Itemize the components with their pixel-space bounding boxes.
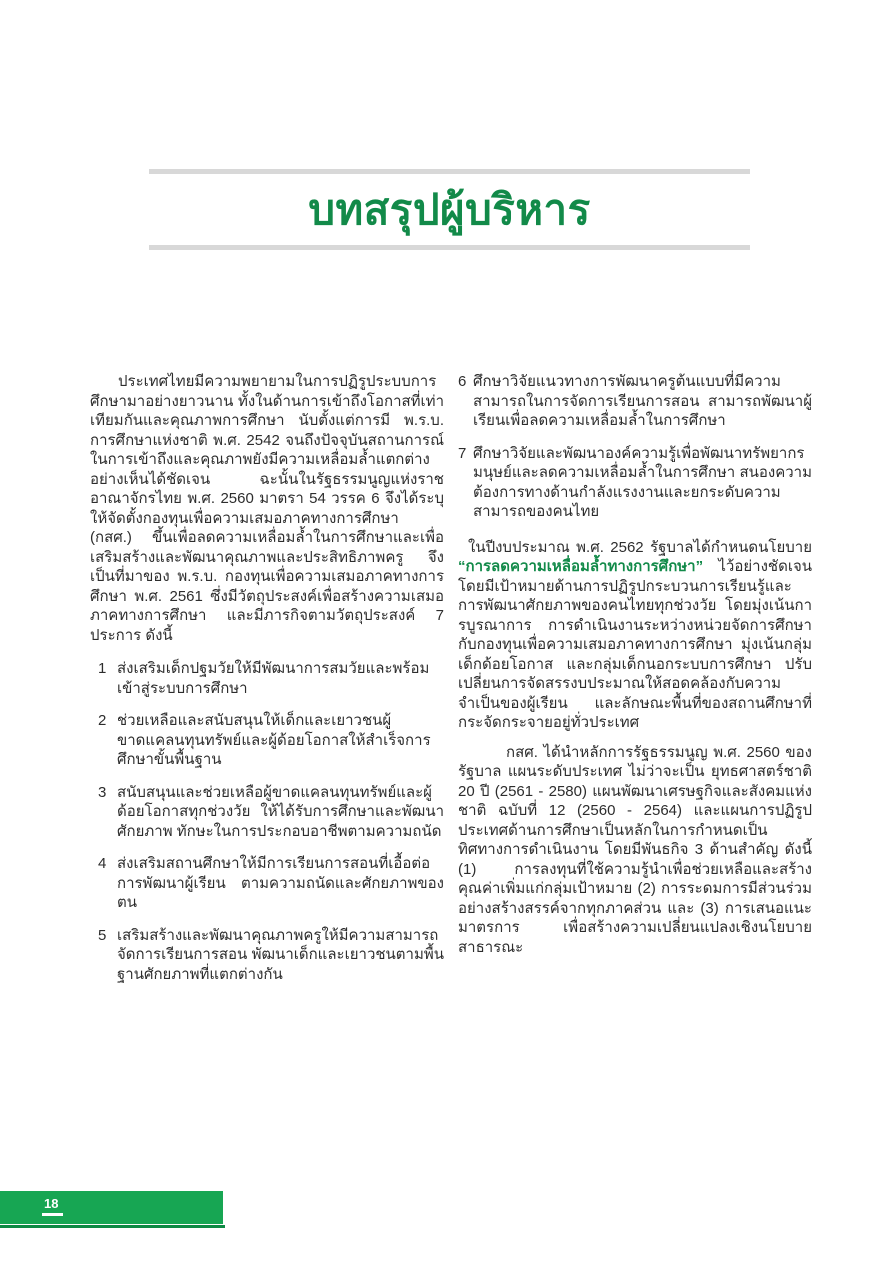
objective-item-4 [90,854,444,913]
left-column [90,372,444,997]
item-text: ส่งเสริมสถานศึกษาให้มีการเรียนการสอนที่เอื้อต่อการพัฒนาผู้เรียน ตามความถนัดและศักยภาพของตน [117,855,444,911]
item-number: 2 [98,712,107,729]
objective-item-3 [90,783,444,842]
item-number: 3 [98,783,107,801]
objective-item-5 [90,926,444,985]
text-segment: ในปีงบประมาณ พ.ศ. 2562 รัฐบาลได้กำหนดนโยบาย [468,538,812,556]
item-number: 4 [98,855,107,872]
item-text: ศึกษาวิจัยและพัฒนาองค์ความรู้เพื่อพัฒนาทรัพยากรมนุษย์และลดความเหลื่อมล้ำในการศึกษา สนองความต้องการทางด้านกำลังแรงงานและยกระดับความสามารถของคนไทย [473,444,812,520]
item-number: 7 [458,444,467,462]
item-number: 5 [98,926,107,944]
objectives-list-left [90,659,444,984]
objective-item-1 [90,659,444,698]
title-rule-bottom [149,245,750,250]
text-segment: ไว้อย่างชัดเจน โดยมีเป้าหมายด้านการปฏิรูปกระบวนการเรียนรู้และการพัฒนาศักยภาพของคนไทยทุกช่วงวัย โดยมุ่งเน้นการบูรณาการ การดำเนินงานระหว่างหน่วยจัดการศึกษากับกองทุนเพื่อความเสมอภาคทางการศึกษา มุ่งเน้นกลุ่มเด็กด้อยโอกาส และกลุ่มเด็กนอกระบบการศึกษา ปรับเปลี่ยนการจัดสรรงบประมาณให้สอดคล้องกับความจำเป็นของผู้เรียน และลักษณะพื้นที่ของสถานศึกษาที่กระจัดกระจายอยู่ทั่วประเทศ [458,558,812,731]
right-column [458,372,812,997]
footer-accent-line [0,1225,225,1228]
page-number-bar [0,1191,223,1224]
item-text: ส่งเสริมเด็กปฐมวัยให้มีพัฒนาการสมวัยและพร้อมเข้าสู่ระบบการศึกษา [117,660,430,697]
item-text: สนับสนุนและช่วยเหลือผู้ขาดแคลนทุนทรัพย์และผู้ด้อยโอกาสทุกช่วงวัย ให้ได้รับการศึกษาและพัฒนาศักยภาพ ทักษะในการประกอบอาชีพตามความถนัด [117,783,444,840]
objective-item-7 [458,444,812,522]
policy-highlight-phrase: “การลดความเหลื่อมล้ำทางการศึกษา” [458,558,704,575]
page-number-block [40,1191,63,1224]
body-columns [90,372,812,997]
item-text: เสริมสร้างและพัฒนาคุณภาพครูให้มีความสามารถจัดการเรียนการสอน พัฒนาเด็กและเยาวชนตามพื้นฐานศักยภาพที่แตกต่างกัน [117,926,444,983]
objective-item-6 [458,372,812,431]
objective-item-2 [90,711,444,770]
page-number: 18 [44,1196,59,1211]
intro-paragraph: ประเทศไทยมีความพยายามในการปฏิรูประบบการศึกษามาอย่างยาวนาน ทั้งในด้านการเข้าถึงโอกาสที่เท่าเทียมกันและคุณภาพการศึกษา นับตั้งแต่การมี พ.ร.บ. การศึกษาแห่งชาติ พ.ศ. 2542 จนถึงปัจจุบันสถานการณ์ในการเข้าถึงและคุณภาพยังมีความเหลื่อมล้ำแตกต่างอย่างเห็นได้ชัดเจน ฉะนั้นในรัฐธรรมนูญแห่งราชอาณาจักรไทย พ.ศ. 2560 มาตรา 54 วรรค 6 จึงได้ระบุให้จัดตั้งกองทุนเพื่อความเสมอภาคทางการศึกษา (กสศ.) ขึ้นเพื่อลดความเหลื่อมล้ำในการศึกษาและเพื่อเสริมสร้างและพัฒนาคุณภาพและประสิทธิภาพครู จึงเป็นที่มาของ พ.ร.บ. กองทุนเพื่อความเสมอภาคทางการศึกษา พ.ศ. 2561 ซึ่งมีวัตถุประสงค์เพื่อสร้างความเสมอภาคทางการศึกษา และมีภารกิจตามวัตถุประสงค์ 7 ประการ ดังนี้ [90,373,444,644]
item-text: ศึกษาวิจัยแนวทางการพัฒนาครูต้นแบบที่มีความสามารถในการจัดการเรียนการสอน สามารถพัฒนาผู้เรียนเพื่อลดความเหลื่อมล้ำในการศึกษา [473,373,812,429]
item-number: 1 [98,660,107,677]
page-title: บทสรุปผู้บริหาร [308,186,591,233]
mission-paragraph: กสศ. ได้นำหลักการรัฐธรรมนูญ พ.ศ. 2560 ของรัฐบาล แผนระดับประเทศ ไม่ว่าจะเป็น ยุทธศาสตร์ชาติ 20 ปี (2561 - 2580) แผนพัฒนาเศรษฐกิจและสังคมแห่งชาติ ฉบับที่ 12 (2560 - 2564) และแผนการปฏิรูปประเทศด้านการศึกษาเป็นหลักในการกำหนดเป็นทิศทางการดำเนินงาน โดยมีพันธกิจ 3 ด้านสำคัญ ดังนี้ (1) การลงทุนที่ใช้ความรู้นำเพื่อช่วยเหลือและสร้างคุณค่าเพิ่มแก่กลุ่มเป้าหมาย (2) การระดมการมีส่วนร่วมอย่างสร้างสรรค์จากทุกภาคส่วน และ (3) การเสนอแนะมาตรการ เพื่อสร้างความเปลี่ยนแปลงเชิงนโยบายสาธารณะ [458,743,812,956]
item-number: 6 [458,373,467,390]
objectives-list-right [458,372,812,522]
page-number-underline [42,1213,63,1216]
policy-paragraph [458,538,812,733]
item-text: ช่วยเหลือและสนับสนุนให้เด็กและเยาวชนผู้ขาดแคลนทุนทรัพย์และผู้ด้อยโอกาสให้สำเร็จการศึกษาขั้นพื้นฐาน [117,712,431,768]
